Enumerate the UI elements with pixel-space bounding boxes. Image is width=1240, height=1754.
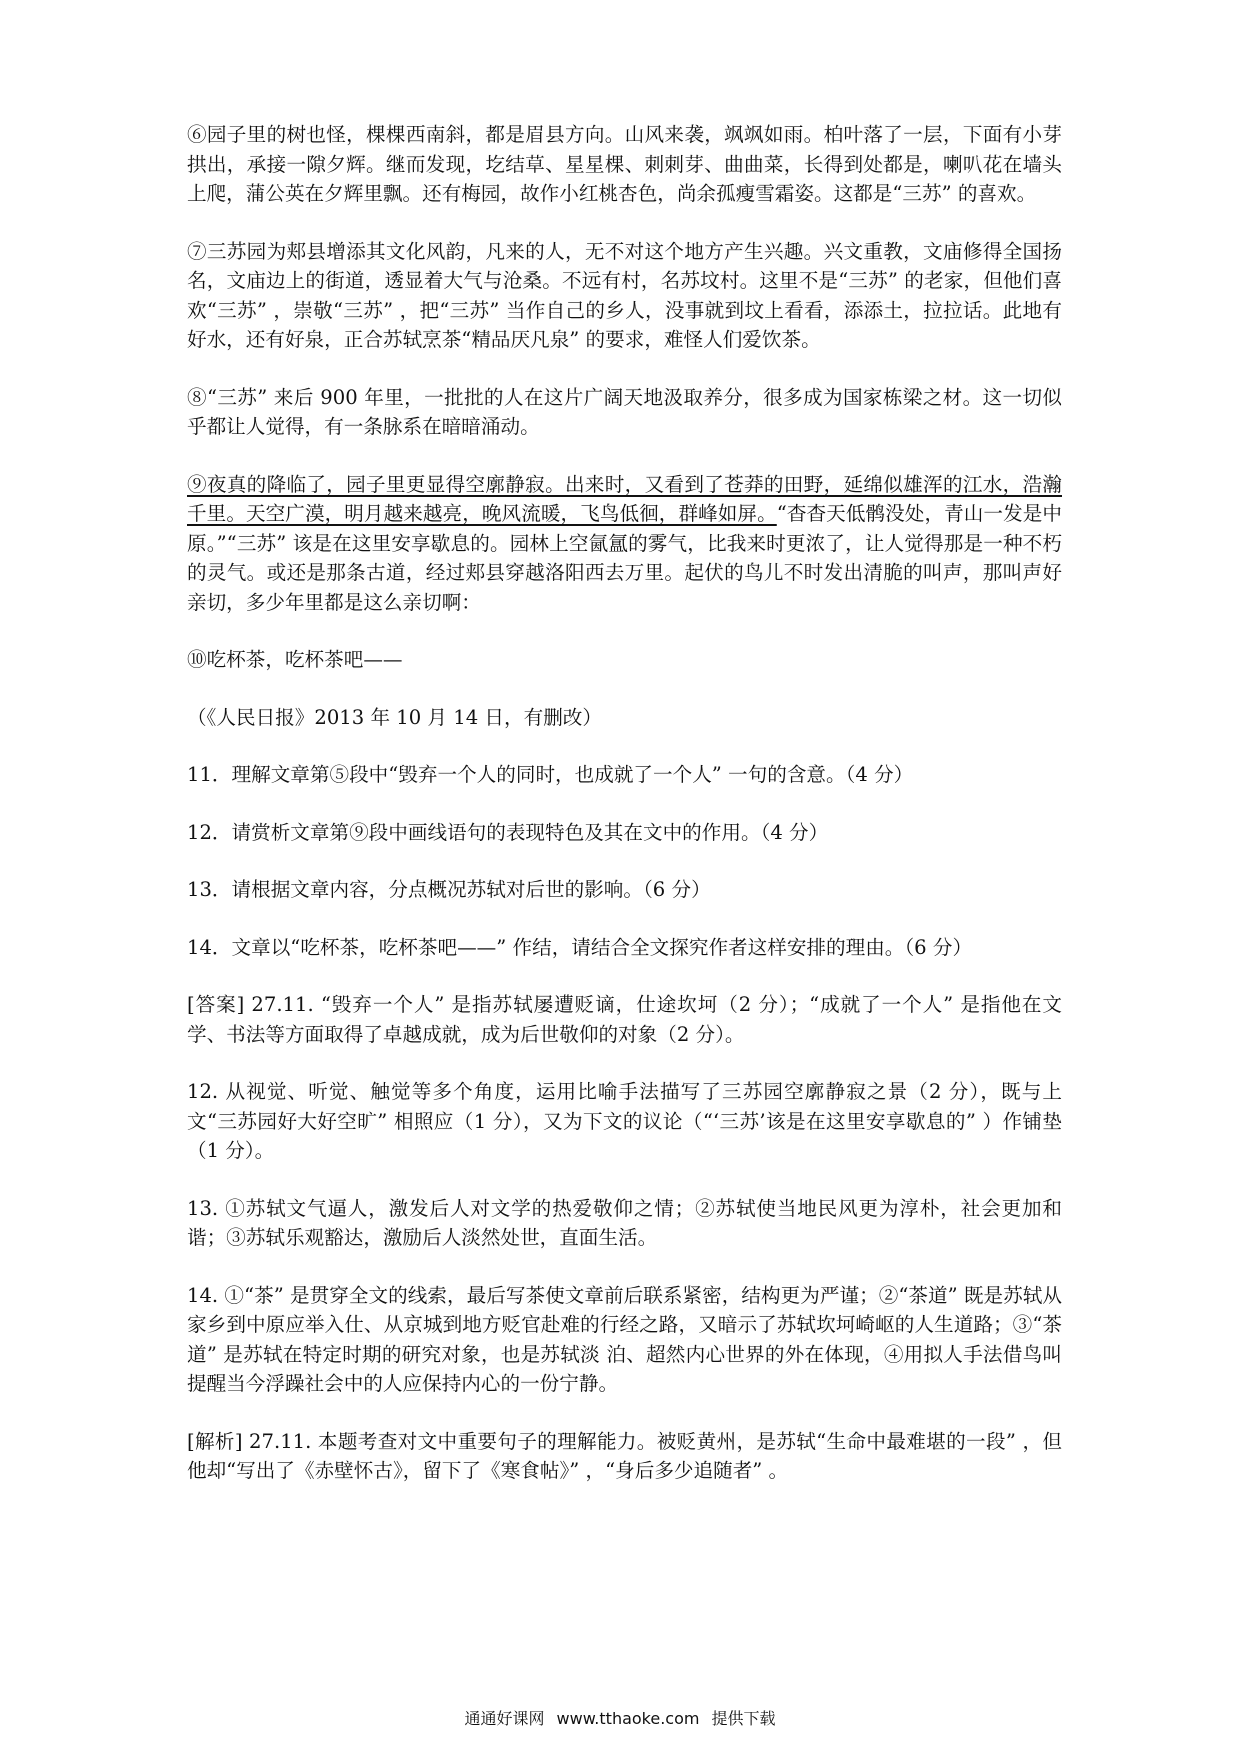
paragraph-8: ⑧“三苏” 来后 900 年里，一批批的人在这片广阔天地汲取养分，很多成为国家栋梁之材。这一切似乎都让人觉得，有一条脉系在暗暗涌动。 [187, 385, 1062, 438]
document-body [187, 120, 1062, 1514]
page-footer [0, 1706, 1240, 1729]
question-14: 14．文章以“吃杯茶，吃杯茶吧——” 作结，请结合全文探究作者这样安排的理由。（6 分） [187, 935, 973, 959]
paragraph-9-rest: “杳杳天低鹘没处，青山一发是中原。”“三苏” 该是在这里安享歇息的。园林上空氤氲的雾气，比我来时更浓了，让人觉得那是一种不朽的灵气。或还是那条古道，经过郏县穿越洛阳西去万里。起伏的鸟儿不时发出清脆的叫声，那叫声好亲切，多少年里都是这么亲切啊： [187, 502, 1062, 614]
paragraph-7: ⑦三苏园为郏县增添其文化风韵，凡来的人，无不对这个地方产生兴趣。兴文重教，文庙修得全国扬名，文庙边上的街道，透显着大气与沧桑。不远有村，名苏坟村。这里不是“三苏” 的老家，但他们喜欢“三苏” ，崇敬“三苏” ，把“三苏” 当作自己的乡人，没事就到坟上看看，添添土，拉拉话。此地有好水，还有好泉，正合苏轼烹茶“精品厌凡泉” 的要求，难怪人们爱饮茶。 [187, 239, 1062, 351]
source-citation: （《人民日报》2013 年 10 月 14 日，有删改） [187, 705, 602, 729]
footer-note: 提供下载 [711, 1709, 776, 1728]
footer-url[interactable]: www.tthaoke.com [556, 1709, 700, 1728]
paragraph-10: ⑩吃杯茶，吃杯茶吧—— [187, 648, 403, 671]
paragraph-6: ⑥园子里的树也怪，棵棵西南斜，都是眉县方向。山风来袭，飒飒如雨。柏叶落了一层，下面有小芽拱出，承接一隙夕辉。继而发现，圪结草、星星棵、刺刺芽、曲曲菜，长得到处都是，喇叭花在墙头上爬，蒲公英在夕辉里飘。还有梅园，故作小红桃杏色，尚余孤瘦雪霜姿。这都是“三苏” 的喜欢。 [187, 123, 1062, 205]
question-12: 12．请赏析文章第⑨段中画线语句的表现特色及其在文中的作用。（4 分） [187, 820, 829, 844]
answer-14: 14. ①“茶” 是贯穿全文的线索，最后写茶使文章前后联系紧密，结构更为严谨；②“茶道” 既是苏轼从家乡到中原应举入仕、从京城到地方贬官赴难的行经之路，又暗示了苏轼坎坷崎岖的人生道路；③“茶道” 是苏轼在特定时期的研究对象，也是苏轼淡 泊、超然内心世界的外在体现，④用拟人手法借鸟叫提醒当今浮躁社会中的人应保持内心的一份宁静。 [187, 1283, 1062, 1395]
answer-12: 12. 从视觉、听觉、触觉等多个角度，运用比喻手法描写了三苏园空廓静寂之景（2 分），既与上文“三苏园好大好空旷” 相照应（1 分），又为下文的议论（“‘三苏’该是在这里安享歇息的” ）作铺垫（1 分）。 [187, 1080, 1062, 1162]
footer-site-name: 通通好课网 [464, 1709, 545, 1728]
underlined-sentence: ⑨夜真的降临了，园子里更显得空廓静寂。出来时，又看到了苍莽的田野，延绵似雄浑的江水，浩瀚千里。天空广漠，明月越来越亮，晚风流暖，飞鸟低徊，群峰如屏。 [187, 472, 1062, 525]
answer-13: 13. ①苏轼文气逼人，激发后人对文学的热爱敬仰之情；②苏轼使当地民风更为淳朴，社会更加和谐；③苏轼乐观豁达，激励后人淡然处世，直面生活。 [187, 1196, 1062, 1249]
answer-11: [答案] 27.11. “毁弃一个人” 是指苏轼屡遭贬谪，仕途坎坷（2 分）；“成就了一个人” 是指他在文学、书法等方面取得了卓越成就，成为后世敬仰的对象（2 分）。 [187, 993, 1062, 1046]
analysis-11: [解析] 27.11. 本题考查对文中重要句子的理解能力。被贬黄州，是苏轼“生命中最难堪的一段” ，但他却“写出了《赤壁怀古》，留下了《寒食帖》” ，“身后多少追随者” 。 [187, 1429, 1062, 1482]
question-11: 11．理解文章第⑤段中“毁弃一个人的同时，也成就了一个人” 一句的含意。（4 分） [187, 763, 914, 786]
question-13: 13．请根据文章内容，分点概况苏轼对后世的影响。（6 分） [187, 878, 711, 901]
paragraph-9 [187, 470, 1062, 618]
